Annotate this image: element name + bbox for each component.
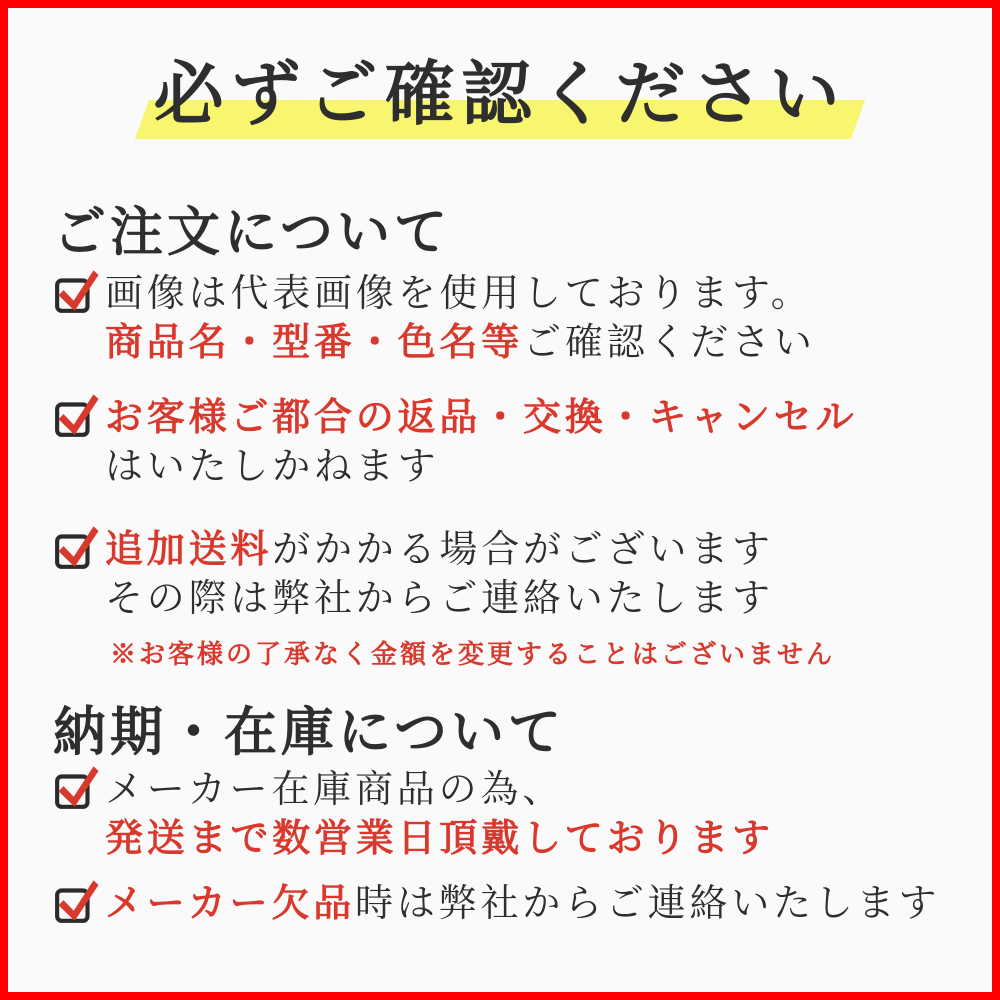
text-segment-red: 発送まで数営業日頂戴しております bbox=[105, 818, 774, 860]
checklist-item bbox=[53, 270, 983, 368]
checklist-item bbox=[53, 880, 983, 929]
text-segment-red: お客様ご都合の返品・交換・キャンセル bbox=[105, 397, 858, 439]
checked-checkbox-icon bbox=[53, 522, 99, 574]
item-line bbox=[105, 526, 774, 575]
checked-checkbox-icon bbox=[53, 266, 99, 318]
item-line bbox=[105, 270, 816, 319]
text-segment-red: メーカー欠品 bbox=[105, 883, 356, 925]
text-segment: ご確認ください bbox=[523, 322, 816, 364]
section-heading-delivery: 納期・在庫について bbox=[53, 704, 565, 762]
checklist-item bbox=[53, 766, 983, 864]
item-line bbox=[105, 880, 940, 929]
price-change-note: ※お客様の了承なく金額を変更することはございません bbox=[110, 640, 836, 669]
title-banner bbox=[8, 54, 992, 138]
item-text bbox=[105, 270, 816, 368]
page-title: 必ずご確認ください bbox=[153, 57, 847, 134]
section-heading-order: ご注文について bbox=[53, 204, 451, 262]
checked-checkbox-icon bbox=[53, 390, 99, 442]
text-segment: その際は弊社からご連絡いたします bbox=[105, 578, 774, 620]
item-line bbox=[105, 394, 857, 443]
checked-checkbox-icon bbox=[53, 876, 99, 928]
item-text bbox=[105, 766, 774, 864]
text-segment-red: 追加送料 bbox=[105, 529, 273, 571]
item-text bbox=[105, 526, 774, 624]
text-segment: はいたしかねます bbox=[105, 446, 440, 488]
text-segment: 画像は代表画像を使用しております。 bbox=[105, 273, 813, 315]
item-text bbox=[105, 880, 940, 929]
item-line bbox=[105, 815, 774, 864]
text-segment: メーカー在庫商品の為、 bbox=[105, 769, 565, 811]
item-text bbox=[105, 394, 857, 492]
text-segment: がかかる場合がございます bbox=[272, 529, 774, 571]
item-line bbox=[105, 443, 857, 492]
item-line bbox=[105, 575, 774, 624]
item-line bbox=[105, 766, 774, 815]
checklist-item bbox=[53, 526, 983, 624]
text-segment: 時は弊社からご連絡いたします bbox=[355, 883, 941, 925]
item-line bbox=[105, 319, 816, 368]
text-segment-red: 商品名・型番・色名等 bbox=[105, 322, 524, 364]
checked-checkbox-icon bbox=[53, 762, 99, 814]
checklist-item bbox=[53, 394, 983, 492]
